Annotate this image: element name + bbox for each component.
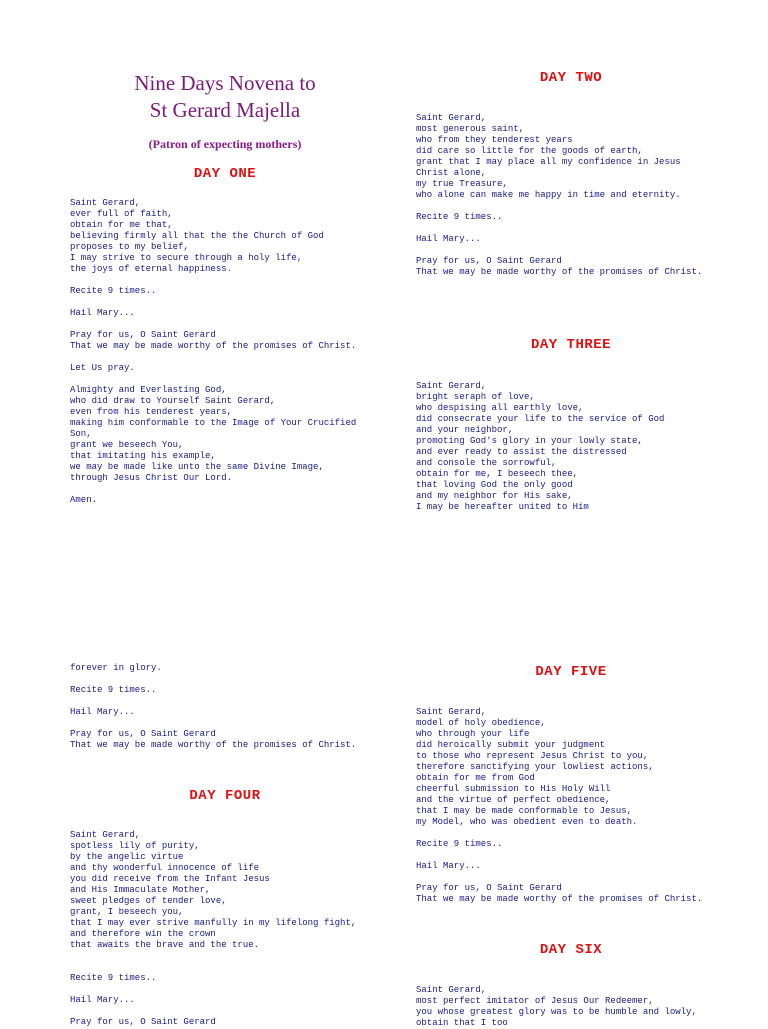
title-line-1: Nine Days Novena to (134, 71, 316, 95)
prayer-line: making him conformable to the Image of Your Crucified (70, 418, 357, 428)
day-one-recite: Recite 9 times.. (70, 286, 157, 296)
prayer-line: obtain for me from God (416, 773, 535, 783)
prayer-line: through Jesus Christ Our Lord. (70, 473, 233, 483)
prayer-line: obtain for me, I beseech thee, (416, 469, 579, 479)
prayer-line: you did receive from the Infant Jesus (70, 874, 270, 884)
prayer-line: that awaits the brave and the true. (70, 940, 260, 950)
subtitle: (Patron of expecting mothers) (148, 137, 302, 151)
prayer-line: therefore sanctifying your lowliest actions, (416, 762, 654, 772)
day-five-prayer (416, 707, 702, 828)
day-three-continued-prayer (70, 663, 356, 674)
day-four-recite: Recite 9 times.. (70, 973, 157, 983)
day-one-closing-prayer (70, 385, 356, 484)
prayer-line: spotless lily of purity, (70, 841, 200, 851)
prayer-line: Saint Gerard, (416, 707, 487, 717)
prayer-line: grant, I beseech you, (70, 907, 184, 917)
day-five-pray-line-2: That we may be made worthy of the promises of Christ. (416, 894, 703, 904)
prayer-line: Son, (70, 429, 92, 439)
prayer-line: Saint Gerard, (416, 381, 487, 391)
day-three-hail-mary: Hail Mary... (70, 707, 135, 717)
day-two-recite: Recite 9 times.. (416, 212, 503, 222)
prayer-line: and my neighbor for His sake, (416, 491, 573, 501)
prayer-line: Saint Gerard, (416, 113, 487, 123)
prayer-line: Christ alone, (416, 168, 487, 178)
day-five-pray-line-1: Pray for us, O Saint Gerard (416, 883, 562, 893)
day-five-hail-mary: Hail Mary... (416, 861, 481, 871)
prayer-line: and ever ready to assist the distressed (416, 447, 627, 457)
prayer-line: by the angelic virtue (70, 852, 184, 862)
day-three-prayer (416, 381, 664, 513)
day-one-text (70, 198, 356, 506)
prayer-line: ever full of faith, (70, 209, 173, 219)
day-four-hail-mary: Hail Mary... (70, 995, 135, 1005)
prayer-line: grant that I may place all my confidence in Jesus (416, 157, 681, 167)
prayer-line: most perfect imitator of Jesus Our Redeemer, (416, 996, 654, 1006)
prayer-line: you whose greatest glory was to be humble and lowly, (416, 1007, 697, 1017)
prayer-line: that loving God the only good (416, 480, 573, 490)
prayer-line: Almighty and Everlasting God, (70, 385, 227, 395)
day-four-pray-line-1: Pray for us, O Saint Gerard (70, 1017, 216, 1027)
day-one-pray-line-2: That we may be made worthy of the promises of Christ. (70, 341, 357, 351)
prayer-line: that I may be made conformable to Jesus, (416, 806, 633, 816)
day-two-pray-line-1: Pray for us, O Saint Gerard (416, 256, 562, 266)
prayer-line: and His Immaculate Mother, (70, 885, 211, 895)
day-one-let-us-pray: Let Us pray. (70, 363, 135, 373)
day-three-recite: Recite 9 times.. (70, 685, 157, 695)
day-five-text (416, 707, 702, 905)
day-five-recite: Recite 9 times.. (416, 839, 503, 849)
day-two-pray-line-2: That we may be made worthy of the promises of Christ. (416, 267, 703, 277)
day-four-prayer (70, 830, 356, 951)
day-two-text (416, 113, 702, 278)
prayer-line: did care so little for the goods of earth, (416, 146, 643, 156)
prayer-line: that I may ever strive manfully in my lifelong fight, (70, 918, 357, 928)
prayer-line: even from his tenderest years, (70, 407, 233, 417)
day-three-pray-line-1: Pray for us, O Saint Gerard (70, 729, 216, 739)
prayer-line: forever in glory. (70, 663, 162, 673)
day-three-pray-line-2: That we may be made worthy of the promises of Christ. (70, 740, 357, 750)
day-three-continued-text (70, 663, 356, 751)
day-two-heading: DAY TWO (539, 70, 603, 86)
day-one-heading: DAY ONE (193, 166, 257, 182)
prayer-line: most generous saint, (416, 124, 525, 134)
prayer-line: bright seraph of love, (416, 392, 535, 402)
prayer-line: I may be hereafter united to Him (416, 502, 589, 512)
prayer-line: who from they tenderest years (416, 135, 573, 145)
prayer-line: sweet pledges of tender love, (70, 896, 227, 906)
day-three-text (416, 381, 664, 513)
prayer-line: obtain that I too (416, 1018, 508, 1028)
day-five-heading: DAY FIVE (535, 664, 607, 680)
prayer-line: and your neighbor, (416, 425, 514, 435)
prayer-line: the joys of eternal happiness. (70, 264, 233, 274)
prayer-line: we may be made like unto the same Divine Image, (70, 462, 324, 472)
prayer-line: Saint Gerard, (70, 198, 141, 208)
prayer-line: and console the sorrowful, (416, 458, 557, 468)
prayer-line: promoting God's glory in your lowly state, (416, 436, 643, 446)
day-four-heading: DAY FOUR (189, 788, 261, 804)
prayer-line: grant we beseech You, (70, 440, 184, 450)
day-six-prayer (416, 985, 697, 1029)
prayer-line: obtain for me that, (70, 220, 173, 230)
prayer-line: my Model, who was obedient even to death. (416, 817, 638, 827)
prayer-line: who alone can make me happy in time and eternity. (416, 190, 681, 200)
prayer-line: who did draw to Yourself Saint Gerard, (70, 396, 276, 406)
prayer-line: and thy wonderful innocence of life (70, 863, 260, 873)
day-four-text (70, 830, 356, 1028)
prayer-line: who through your life (416, 729, 530, 739)
prayer-line: and the virtue of perfect obedience, (416, 795, 611, 805)
day-one-prayer (70, 198, 356, 275)
day-two-prayer (416, 113, 702, 201)
prayer-line: model of holy obedience, (416, 718, 546, 728)
day-three-heading: DAY THREE (530, 337, 612, 353)
prayer-line: that imitating his example, (70, 451, 216, 461)
prayer-line: proposes to my belief, (70, 242, 189, 252)
prayer-line: and therefore win the crown (70, 929, 216, 939)
day-six-text (416, 985, 697, 1029)
prayer-line: cheerful submission to His Holy Will (416, 784, 611, 794)
day-six-heading: DAY SIX (539, 942, 603, 958)
title-line-2: St Gerard Majella (149, 98, 301, 122)
day-one-pray-line-1: Pray for us, O Saint Gerard (70, 330, 216, 340)
prayer-line: Saint Gerard, (416, 985, 487, 995)
day-one-amen: Amen. (70, 495, 98, 505)
day-two-hail-mary: Hail Mary... (416, 234, 481, 244)
prayer-line: did consecrate your life to the service of God (416, 414, 665, 424)
prayer-line: who despising all earthly love, (416, 403, 584, 413)
prayer-line: to those who represent Jesus Christ to you, (416, 751, 649, 761)
prayer-line: I may strive to secure through a holy life, (70, 253, 303, 263)
document-title (70, 70, 380, 124)
day-one-hail-mary: Hail Mary... (70, 308, 135, 318)
prayer-line: believing firmly all that the the Church of God (70, 231, 324, 241)
prayer-line: Saint Gerard, (70, 830, 141, 840)
prayer-line: did heroically submit your judgment (416, 740, 606, 750)
prayer-line: my true Treasure, (416, 179, 508, 189)
